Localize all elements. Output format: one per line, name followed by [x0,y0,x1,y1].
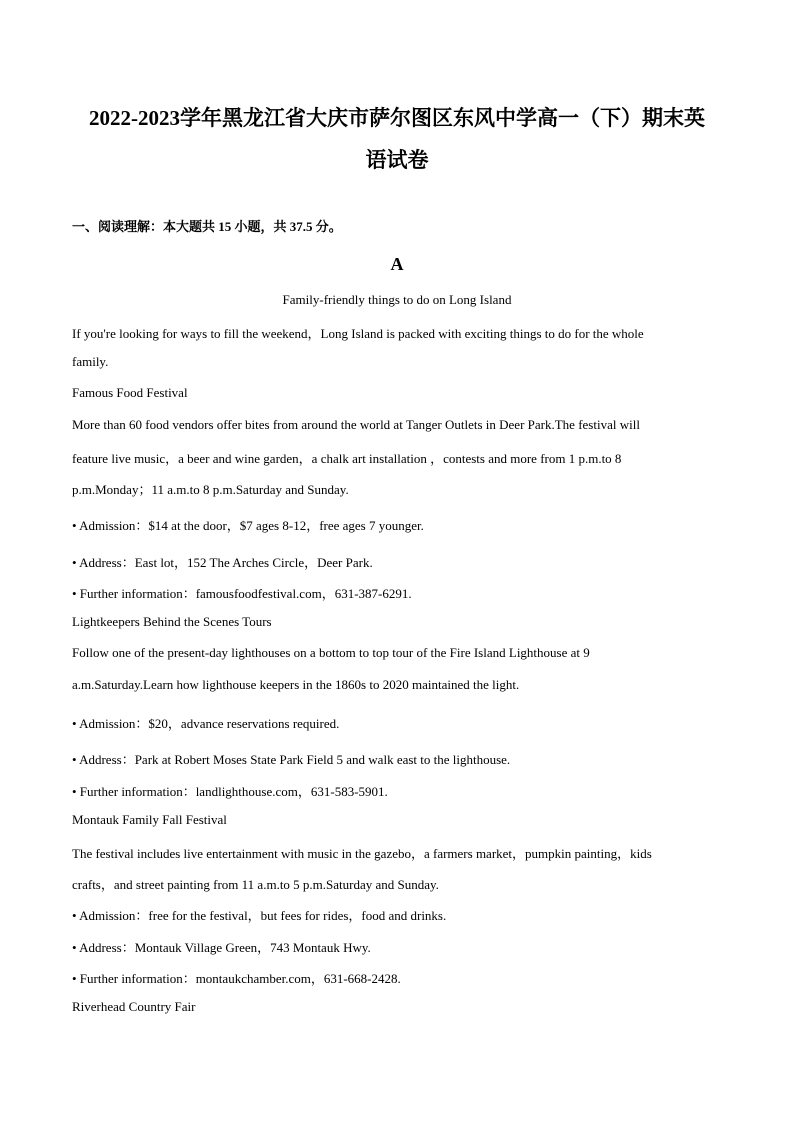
event-1-desc-3: p.m.Monday；11 a.m.to 8 p.m.Saturday and Sunday. [72,482,349,497]
event-2-admission: • Admission：$20，advance reservations required. [72,716,340,731]
event-2-info: • Further information：landlighthouse.com，631-583-5901. [72,784,388,799]
event-2-desc-1: Follow one of the present-day lighthouses on a bottom to top tour of the Fire Island Lighthouse at 9 [72,645,590,660]
section-heading: 一、阅读理解：本大题共 15 小题，共 37.5 分。 [72,219,342,234]
passage-label: A [390,254,404,274]
event-2-name: Lightkeepers Behind the Scenes Tours [72,614,272,629]
event-2-address: • Address：Park at Robert Moses State Park Field 5 and walk east to the lighthouse. [72,752,511,767]
event-3-admission: • Admission：free for the festival，but fees for rides，food and drinks. [72,908,447,923]
intro-line-2: family. [72,354,109,369]
event-3-desc-1: The festival includes live entertainment with music in the gazebo，a farmers market，pumpkin painting，kids [72,846,652,861]
event-1-name: Famous Food Festival [72,385,188,400]
intro-line-1: If you're looking for ways to fill the weekend，Long Island is packed with exciting things to do for the whole [72,326,644,341]
event-3-address: • Address：Montauk Village Green，743 Montauk Hwy. [72,940,371,955]
event-4-name: Riverhead Country Fair [72,999,196,1014]
event-1-address: • Address：East lot，152 The Arches Circle，Deer Park. [72,555,373,570]
event-3-info: • Further information：montaukchamber.com，631-668-2428. [72,971,401,986]
event-1-desc-1: More than 60 food vendors offer bites from around the world at Tanger Outlets in Deer Park.The festival will [72,417,640,432]
passage-title: Family-friendly things to do on Long Island [282,292,512,307]
event-1-info: • Further information：famousfoodfestival.com，631-387-6291. [72,586,412,601]
event-2-desc-2: a.m.Saturday.Learn how lighthouse keepers in the 1860s to 2020 maintained the light. [72,677,520,692]
event-1-admission: • Admission：$14 at the door，$7 ages 8-12，free ages 7 younger. [72,518,424,533]
exam-title-line-2: 语试卷 [365,148,429,172]
event-1-desc-2: feature live music，a beer and wine garden，a chalk art installation ，contests and more from 1 p.m.to 8 [72,451,622,466]
event-3-name: Montauk Family Fall Festival [72,812,227,827]
exam-title-line-1: 2022-2023学年黑龙江省大庆市萨尔图区东风中学高一（下）期末英 [89,106,705,130]
event-3-desc-2: crafts，and street painting from 11 a.m.to 5 p.m.Saturday and Sunday. [72,877,439,892]
